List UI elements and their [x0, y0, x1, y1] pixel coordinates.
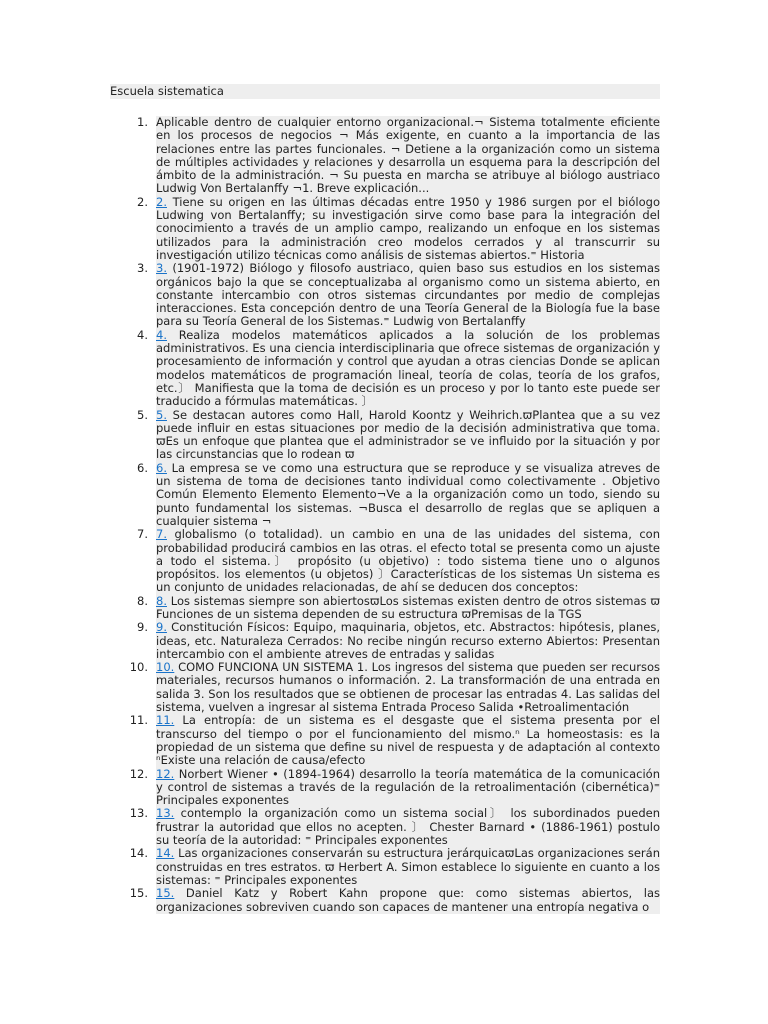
list-item — [110, 262, 660, 328]
list-item-number: 13. — [110, 807, 148, 820]
list-item-body — [156, 807, 660, 847]
item-link[interactable]: 11. — [156, 713, 175, 728]
list-item-body — [156, 462, 660, 528]
list-item-text: La empresa se ve como una estructura que se reproduce y se visualiza atreves de un sistema de toma de decisiones tanto individual como colectivamente . Objetivo Común Elemento Elemento Elemento¬Ve a la organización como un todo, siendo su punto fundamental los sistemas. ¬Busca el desarrollo de reglas que se apliquen a cualquier sistema ¬ — [156, 460, 660, 528]
list-item-number: 1. — [110, 116, 148, 129]
list-item-text: Las organizaciones conservarán su estructura jerárquicaϖLas organizaciones serán construidas en tres estratos. ϖ Herbert A. Simon establece lo siguiente en cuanto a los sistemas: ⁼ Principales exponentes — [156, 846, 660, 887]
item-link[interactable]: 15. — [156, 886, 175, 901]
item-link[interactable]: 7. — [156, 527, 167, 542]
list-item-body — [156, 595, 660, 622]
item-link[interactable]: 13. — [156, 806, 175, 821]
document-title: Escuela sistematica — [110, 84, 660, 99]
list-item — [110, 116, 660, 196]
list-item — [110, 621, 660, 661]
list-item-number: 2. — [110, 196, 148, 209]
list-item-text: COMO FUNCIONA UN SISTEMA 1. Los ingresos del sistema que pueden ser recursos materiales, recursos humanos o información. 2. La transformación de una entrada en salida 3. Son los resultados que se obtienen de procesar las entradas 4. Las salidas del sistema, vuelven a ingresar al sistema Entrada Proceso Salida •Retroalimentación — [156, 660, 660, 715]
list-item-text: contemplo la organización como un sistema social〕 los subordinados pueden frustrar la autoridad que ellos no acepten. 〕 Chester Barnard • (1886-1961) postulo su teoría de la autoridad: ⁼ Principales exponentes — [156, 806, 660, 848]
list-item — [110, 847, 660, 887]
list-item-number: 12. — [110, 768, 148, 781]
item-link[interactable]: 3. — [156, 261, 167, 276]
list-item-number: 9. — [110, 621, 148, 634]
list-item-number: 5. — [110, 409, 148, 422]
list-item-text: Se destacan autores como Hall, Harold Koontz y Weihrich.ϖPlantea que a su vez puede influir en estas situaciones por medio de la decisión administrativa que toma. ϖEs un enfoque que plantea que el administrador se ve influido por la situación y por las circunstancias que lo rodean ϖ — [156, 407, 660, 462]
list-item — [110, 714, 660, 767]
list-item-text: Daniel Katz y Robert Kahn propone que: como sistemas abiertos, las organizaciones sobreviven cuando son capaces de mantener una entropía negativa o — [156, 886, 660, 914]
list-item-number: 11. — [110, 714, 148, 727]
item-link[interactable]: 12. — [156, 766, 175, 781]
list-item-number: 4. — [110, 329, 148, 342]
list-item-body — [156, 661, 660, 714]
list-item-text: (1901-1972) Biólogo y filosofo austriaco, quien baso sus estudios en los sistemas orgánicos bajo la que se conceptualizaba al organismo como un sistema abierto, en constante intercambio con otros sistemas circundantes por medio de complejas interacciones. Esta concepción dentro de una Teoría General de la Biología fue la base para su Teoría General de los Sistemas.⁼ Ludwig von Bertalanffy — [156, 261, 660, 329]
list-item — [110, 887, 660, 914]
list-item — [110, 768, 660, 808]
item-link[interactable]: 8. — [156, 593, 167, 608]
numbered-list — [110, 116, 660, 914]
list-item-text: Aplicable dentro de cualquier entorno organizacional.¬ Sistema totalmente eficiente en los procesos de negocios ¬ Más exigente, en cuanto a la importancia de las relaciones entre las partes funcionales. ¬ Detiene a la organización como un sistema de múltiples actividades y relaciones y desarrolla un esquema para la descripción del ámbito de la administración. ¬ Su puesta en marcha se atribuye al biólogo austriaco Ludwig Von Bertalanffy ¬1. Breve explicación... — [156, 115, 660, 196]
list-item-number: 6. — [110, 462, 148, 475]
item-link[interactable]: 2. — [156, 194, 167, 209]
list-item-body — [156, 329, 660, 409]
item-link[interactable]: 14. — [156, 846, 175, 861]
list-item — [110, 329, 660, 409]
list-item — [110, 807, 660, 847]
list-item-number: 7. — [110, 528, 148, 541]
list-item — [110, 196, 660, 262]
item-link[interactable]: 5. — [156, 407, 167, 422]
item-link[interactable]: 4. — [156, 327, 167, 342]
list-item-body — [156, 768, 660, 808]
list-item-text: Los sistemas siempre son abiertosϖLos sistemas existen dentro de otros sistemas ϖ Funciones de un sistema dependen de su estructura ϖPremisas de la TGS — [156, 593, 660, 621]
list-item-number: 8. — [110, 595, 148, 608]
list-item-body — [156, 714, 660, 767]
list-item-number: 15. — [110, 887, 148, 900]
list-item-body — [156, 847, 660, 887]
list-item-number: 14. — [110, 847, 148, 860]
list-item-text: globalismo (o totalidad). un cambio en una de las unidades del sistema, con probabilidad producirá cambios en las otras. el efecto total se presenta como un ajuste a todo el sistema.〕 propósito (u objetivo) : todo sistema tiene uno o algunos propósitos. los elementos (u objetos) 〕Características de los sistemas Un sistema es un conjunto de unidades relacionadas, de ahí se deducen dos conceptos: — [156, 527, 660, 595]
document-page — [110, 84, 660, 914]
list-item-text: Tiene su origen en las últimas décadas entre 1950 y 1986 surgen por el biólogo Ludwing von Bertalanffy; su investigación sirve como base para la integración del conocimiento a través de un amplio campo, realizando un enfoque en los sistemas utilizados para la administración creo modelos cerrados y al transcurrir su investigación utilizo técnicas como análisis de sistemas abiertos.⁼ Historia — [156, 194, 660, 262]
list-item-body — [156, 116, 660, 196]
list-item-text: La entropía: de un sistema es el desgaste que el sistema presenta por el transcurso del tiempo o por el funcionamiento del mismo.ⁿ La homeostasis: es la propiedad de un sistema que define su nivel de respuesta y de adaptación al contexto ⁿExiste una relación de causa/efecto — [156, 713, 660, 768]
list-item — [110, 661, 660, 714]
item-link[interactable]: 9. — [156, 620, 167, 635]
list-item-body — [156, 528, 660, 594]
item-link[interactable]: 10. — [156, 660, 175, 675]
list-item-number: 3. — [110, 262, 148, 275]
list-item-body — [156, 262, 660, 328]
list-item — [110, 409, 660, 462]
list-item — [110, 462, 660, 528]
list-item-text: Constitución Físicos: Equipo, maquinaria, objetos, etc. Abstractos: hipótesis, planes, ideas, etc. Naturaleza Cerrados: No recibe ningún recurso externo Abiertos: Presentan intercambio con el ambiente atreves de entradas y salidas — [156, 620, 660, 661]
item-link[interactable]: 6. — [156, 460, 167, 475]
list-item-body — [156, 887, 660, 914]
list-item-text: Realiza modelos matemáticos aplicados a la solución de los problemas administrativos. Es una ciencia interdisciplinaria que ofrece sistemas de organización y procesamiento de información y control que ayudan a otras ciencias Donde se aplican modelos matemáticos de programación lineal, teoría de colas, teoría de los grafos, etc.〕 Manifiesta que la toma de decisión es un proceso y por lo tanto este puede ser traducido a fórmulas matemáticas. 〕 — [156, 327, 660, 409]
list-item-number: 10. — [110, 661, 148, 674]
list-item — [110, 528, 660, 594]
list-item-body — [156, 409, 660, 462]
list-item-body — [156, 196, 660, 262]
list-item-body — [156, 621, 660, 661]
list-item — [110, 595, 660, 622]
list-item-text: Norbert Wiener • (1894-1964) desarrollo la teoría matemática de la comunicación y control de sistemas a través de la regulación de la retroalimentación (cibernética)⁼ Principales exponentes — [156, 766, 660, 808]
